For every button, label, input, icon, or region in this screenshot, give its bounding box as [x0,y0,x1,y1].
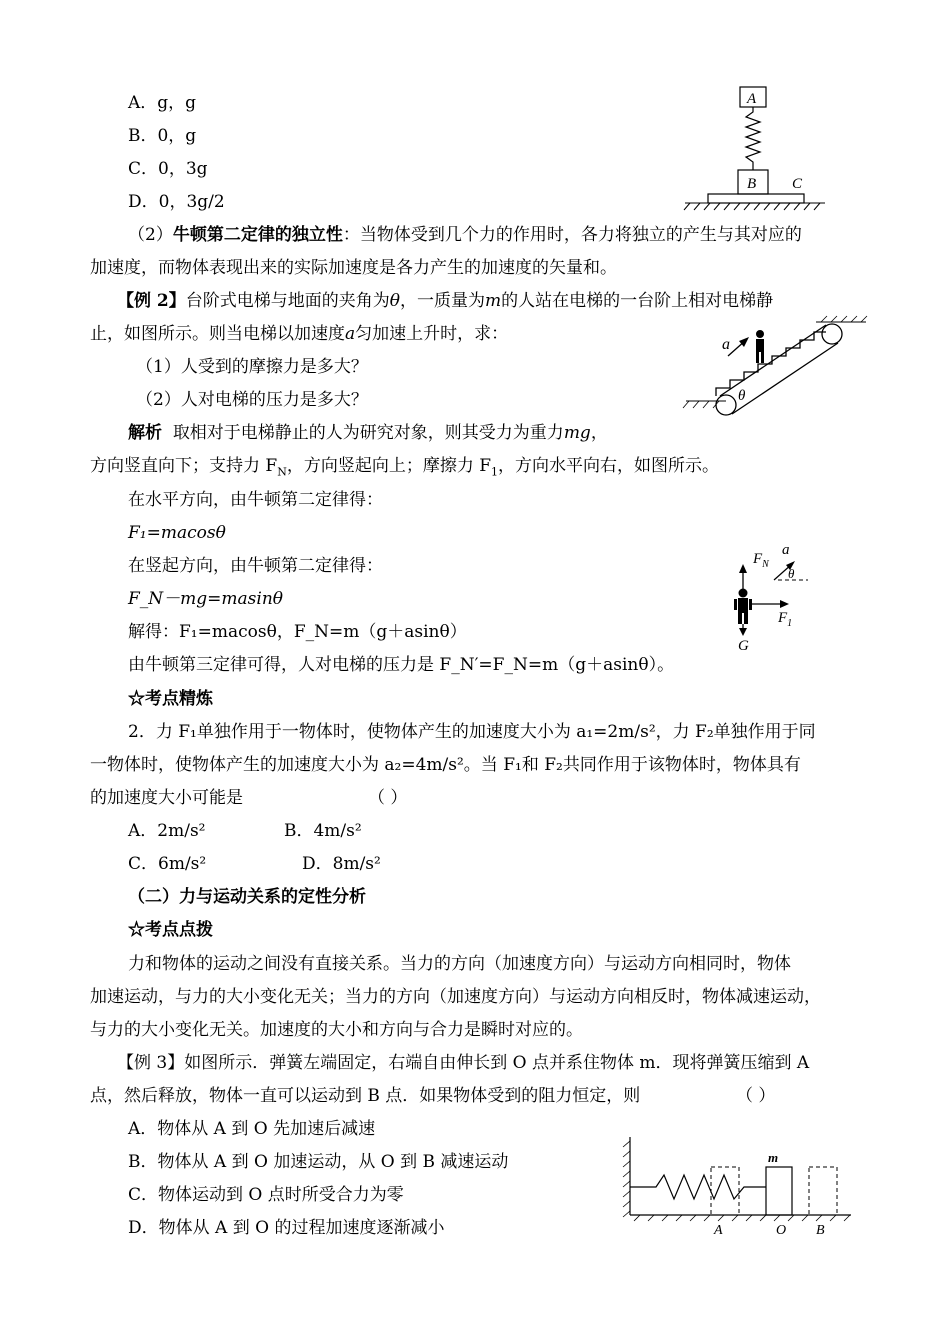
fig4-mass-label: m [768,1150,779,1165]
block-at-a [711,1167,739,1215]
example3-option-d: D．物体从 A 到 O 的过程加速度逐渐减小 [128,1218,445,1238]
analysis-line-2: 方向竖直向下；支持力 $F_N$，方向竖起向上；摩擦力 $F_1$，方向水平向右，如图所示。 [90,456,720,479]
example3-line-2: 点，然后释放，物体一直可以运动到 B 点．如果物体受到的阻力恒定，则 [90,1086,641,1106]
fig3-f1-label: $F_1$ [778,610,793,629]
example2-line-1: 【例 2】台阶式电梯与地面的夹角为θ，一质量为m的人站在电梯的一台阶上相对电梯静 [117,291,774,311]
q2-line-2: 一物体时，使物体产生的加速度大小为 a₂=4m/s²。当 F₁和 F₂共同作用于该物体时，物体具有 [90,755,801,775]
analysis-line-7: 解得：F₁=macosθ，F_N=m（g＋asinθ） [128,622,467,642]
person-icon [734,589,752,625]
fig1-label-a: A [747,91,757,107]
example2-q1: （1）人受到的摩擦力是多大？ [136,357,368,377]
option-c: C．0，3g [128,159,208,179]
example2-line-2: 止，如图所示。则当电梯以加速度a匀加速上升时，求： [90,324,509,344]
section2-title: （二）力与运动关系的定性分析 [128,887,366,907]
option-a: A．g，g [128,93,197,113]
plate-c [708,194,804,203]
q2-answer-paren: （ ） [368,788,408,808]
fig1-label-b: B [747,176,757,192]
option-d: D．0，3g/2 [128,192,225,212]
analysis-line-1: 解析 取相对于电梯静止的人为研究对象，则其受力为重力mg， [128,423,608,443]
example3-option-a: A．物体从 A 到 O 先加速后减速 [128,1119,376,1139]
analysis-line-5: 在竖起方向，由牛顿第二定律得： [128,556,383,576]
force-diagram [718,538,828,653]
horizontal-spring-figure [616,1135,856,1240]
spring-icon [746,107,760,170]
independence-line-2: 加速度，而物体表现出来的实际加速度是各力产生的加速度的矢量和。 [90,258,617,278]
analysis-line-3: 在水平方向，由牛顿第二定律得： [128,490,383,510]
fig3-theta-label: θ [788,566,795,581]
fig3-accel-label: a [782,542,790,558]
block-m [766,1167,792,1215]
analysis-line-4: F₁=macosθ [128,523,226,543]
tips-line-3: 与力的大小变化无关。加速度的大小和方向与合力是瞬时对应的。 [90,1020,583,1040]
fig2-theta-label: θ [738,388,746,404]
q2-option-c: C．6m/s² [128,854,207,874]
fig3-fn-label: $F_N$ [753,551,769,570]
fig3-gravity-label: G [738,638,749,654]
fig2-accel-label: a [722,336,730,353]
q2-line-3: 的加速度大小可能是 [90,788,243,808]
example3-answer-paren: （ ） [736,1086,776,1106]
fig1-label-c: C [792,176,803,192]
tips-line-2: 加速运动，与力的大小变化无关；当力的方向（加速度方向）与运动方向相反时，物体减速运动， [90,987,821,1007]
independence-line-1: （2）牛顿第二定律的独立性：当物体受到几个力的作用时，各力将独立的产生与其对应的 [128,225,802,245]
tips-title: ☆考点点拨 [128,920,213,940]
spring-icon [630,1175,766,1199]
option-b: B．0，g [128,126,197,146]
stairs [716,332,826,396]
tips-line-1: 力和物体的运动之间没有直接关系。当力的方向（加速度方向）与运动方向相同时，物体 [128,954,791,974]
analysis-line-8: 由牛顿第三定律可得，人对电梯的压力是 F_N′=F_N=m（g＋asinθ）。 [128,655,675,675]
analysis-line-6: F_N－mg=masinθ [128,589,284,609]
fig4-label-a: A [714,1223,723,1238]
fig4-label-b: B [816,1223,825,1238]
example3-option-c: C．物体运动到 O 点时所受合力为零 [128,1185,404,1205]
practice-title: ☆考点精炼 [128,689,213,709]
spring-block-figure [700,82,830,212]
q2-option-d: D．8m/s² [302,854,381,874]
fig4-label-o: O [776,1223,787,1238]
example3-line-1: 【例 3】如图所示．弹簧左端固定，右端自由伸长到 O 点并系住物体 m．现将弹簧压缩到 A [117,1053,810,1073]
block-at-b [809,1167,837,1215]
example3-option-b: B．物体从 A 到 O 加速运动，从 O 到 B 减速运动 [128,1152,509,1172]
escalator-figure [686,316,871,421]
person-icon [756,330,764,363]
q2-option-a: A．2m/s² [128,821,206,841]
example2-q2: （2）人对电梯的压力是多大？ [136,390,368,410]
q2-option-b: B．4m/s² [284,821,362,841]
q2-line-1: 2．力 F₁单独作用于一物体时，使物体产生的加速度大小为 a₁=2m/s²，力 F₂单独作用于同 [128,722,816,742]
